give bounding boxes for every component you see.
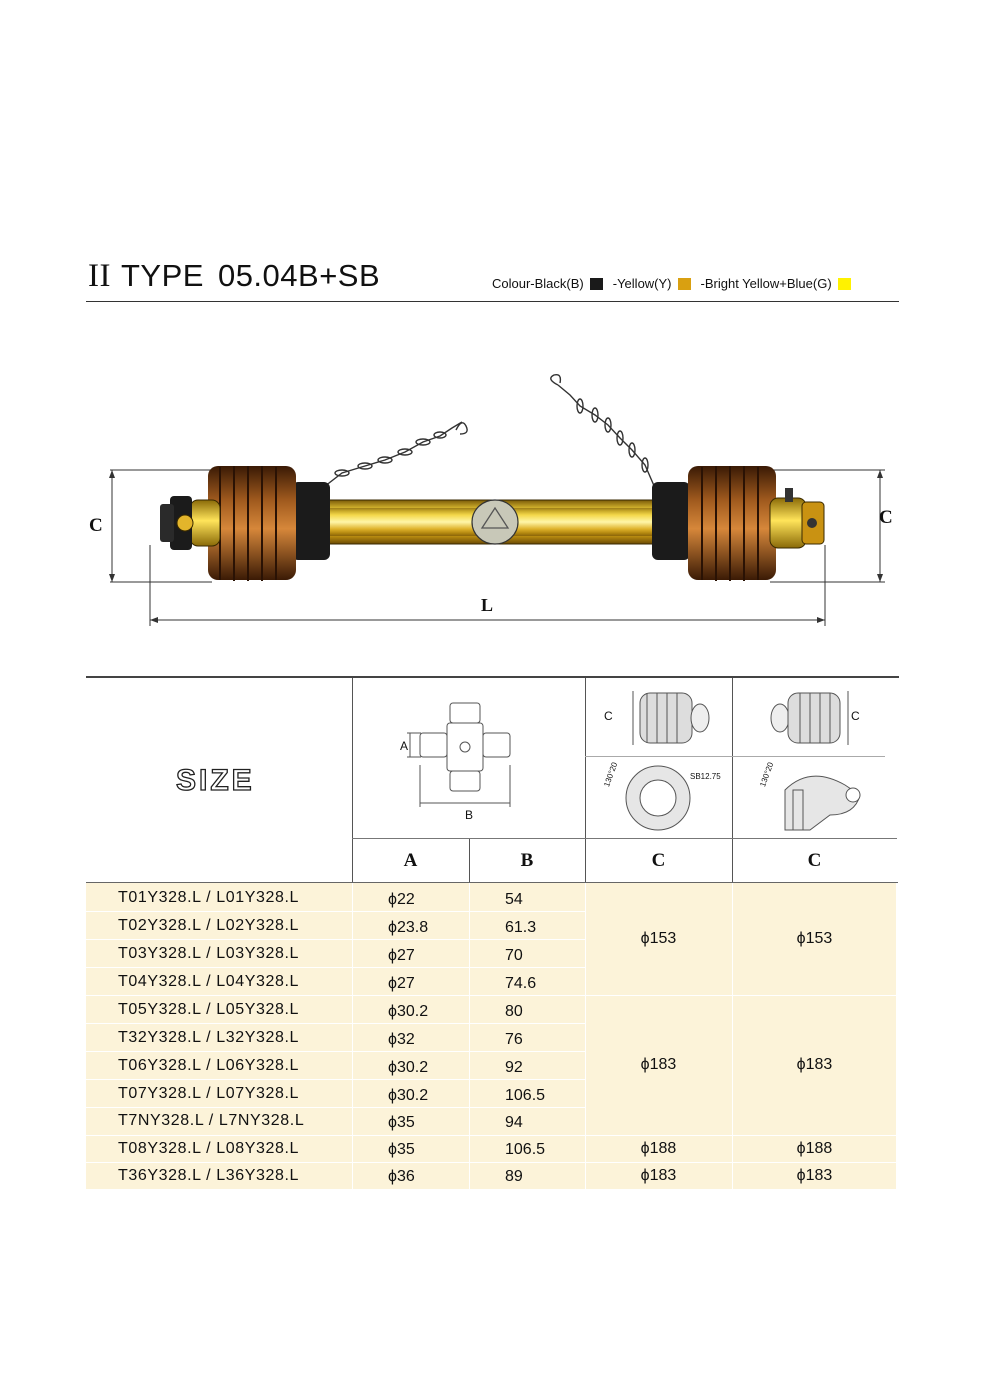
row-divider <box>86 1107 585 1108</box>
guard-angle-1: 130°20 <box>602 761 620 788</box>
colour-black-label: Colour-Black(B) <box>492 276 584 291</box>
row-divider <box>86 967 585 968</box>
table-row-a: ϕ22 <box>388 891 415 908</box>
colour-bright-yellow-label: -Bright Yellow+Blue(G) <box>700 276 832 291</box>
cell-divider <box>352 883 353 1189</box>
table-row-model: T36Y328.L / L36Y328.L <box>118 1167 300 1184</box>
table-row-b: 89 <box>505 1168 523 1185</box>
black-swatch <box>590 278 603 290</box>
table-row-model: T32Y328.L / L32Y328.L <box>118 1029 300 1046</box>
type-word: TYPE <box>120 258 204 293</box>
table-row-a: ϕ27 <box>388 975 415 992</box>
page-title <box>88 258 380 295</box>
bright-yellow-swatch <box>838 278 851 290</box>
table-row-a: ϕ23.8 <box>388 919 429 936</box>
guard-angle-2: 130°20 <box>758 761 776 788</box>
row-divider <box>86 939 585 940</box>
table-top-rule <box>86 676 899 678</box>
table-row-model: T05Y328.L / L05Y328.L <box>118 1001 300 1018</box>
type-numeral: II <box>88 258 111 294</box>
table-row-b: 94 <box>505 1114 523 1131</box>
table-row-model: T06Y328.L / L06Y328.L <box>118 1057 300 1074</box>
colour-black <box>492 276 603 291</box>
cross-joint-diagram <box>395 695 530 830</box>
table-row-b: 61.3 <box>505 919 537 936</box>
guard-label-c2: C <box>851 709 860 723</box>
c1-group-3: ϕ188 <box>640 1140 677 1157</box>
header-divider <box>352 838 897 839</box>
c1-group-4: ϕ183 <box>640 1167 677 1184</box>
table-row-b: 54 <box>505 891 523 908</box>
c1-group-2: ϕ183 <box>640 1056 677 1073</box>
colour-legend <box>492 276 861 291</box>
table-row-b: 106.5 <box>505 1141 546 1158</box>
guard-diagram-1 <box>615 685 725 750</box>
header-divider <box>585 756 885 757</box>
table-row-model: T7NY328.L / L7NY328.L <box>118 1112 305 1129</box>
table-row-b: 70 <box>505 947 523 964</box>
row-divider <box>86 1162 896 1163</box>
table-row-model: T02Y328.L / L02Y328.L <box>118 917 300 934</box>
table-row-model: T03Y328.L / L03Y328.L <box>118 945 300 962</box>
cross-label-b: B <box>465 808 474 822</box>
table-row-b: 76 <box>505 1031 523 1048</box>
table-row-a: ϕ36 <box>388 1168 415 1185</box>
table-row-model: T08Y328.L / L08Y328.L <box>118 1140 300 1157</box>
table-row-model: T04Y328.L / L04Y328.L <box>118 973 300 990</box>
column-header-a: A <box>403 850 418 871</box>
cell-divider <box>469 883 470 1189</box>
guard-sb-label: SB12.75 <box>690 772 721 781</box>
guard-label-c1: C <box>604 709 613 723</box>
column-header-c1: C <box>651 850 666 871</box>
table-row-a: ϕ30.2 <box>388 1059 429 1076</box>
table-row-a: ϕ30.2 <box>388 1003 429 1020</box>
colour-yellow <box>613 276 691 291</box>
dimension-c-left: C <box>89 515 103 536</box>
dimension-c-right: C <box>879 507 893 528</box>
table-row-b: 92 <box>505 1059 523 1076</box>
dimension-l: L <box>481 595 494 615</box>
model-code: 05.04B+SB <box>217 258 381 293</box>
table-row-a: ϕ35 <box>388 1141 415 1158</box>
pto-shaft-drawing <box>80 370 920 640</box>
c2-group-3: ϕ188 <box>796 1140 833 1157</box>
row-divider <box>86 1023 585 1024</box>
table-row-b: 74.6 <box>505 975 537 992</box>
c2-group-4: ϕ183 <box>796 1167 833 1184</box>
colour-bright-yellow <box>701 276 851 291</box>
yellow-swatch <box>678 278 691 290</box>
header-rule <box>86 301 899 302</box>
cross-label-a: A <box>400 739 409 753</box>
c2-group-1: ϕ153 <box>796 930 833 947</box>
column-header-b: B <box>520 850 534 871</box>
row-divider <box>86 995 896 996</box>
table-row-model: T07Y328.L / L07Y328.L <box>118 1085 300 1102</box>
table-row-b: 106.5 <box>505 1087 546 1104</box>
column-header-c2: C <box>807 850 822 871</box>
table-row-a: ϕ27 <box>388 947 415 964</box>
row-divider <box>86 1135 896 1136</box>
table-row-a: ϕ32 <box>388 1031 415 1048</box>
table-row-model: T01Y328.L / L01Y328.L <box>118 889 300 906</box>
size-label: SIZE <box>176 764 255 797</box>
table-row-a: ϕ35 <box>388 1114 415 1131</box>
table-row-a: ϕ30.2 <box>388 1087 429 1104</box>
guard-section-2 <box>755 760 875 835</box>
colour-yellow-label: -Yellow(Y) <box>612 276 672 291</box>
c2-group-2: ϕ183 <box>796 1056 833 1073</box>
c1-group-1: ϕ153 <box>640 930 677 947</box>
table-row-b: 80 <box>505 1003 523 1020</box>
row-divider <box>86 911 585 912</box>
row-divider <box>86 1051 585 1052</box>
row-divider <box>86 1079 585 1080</box>
